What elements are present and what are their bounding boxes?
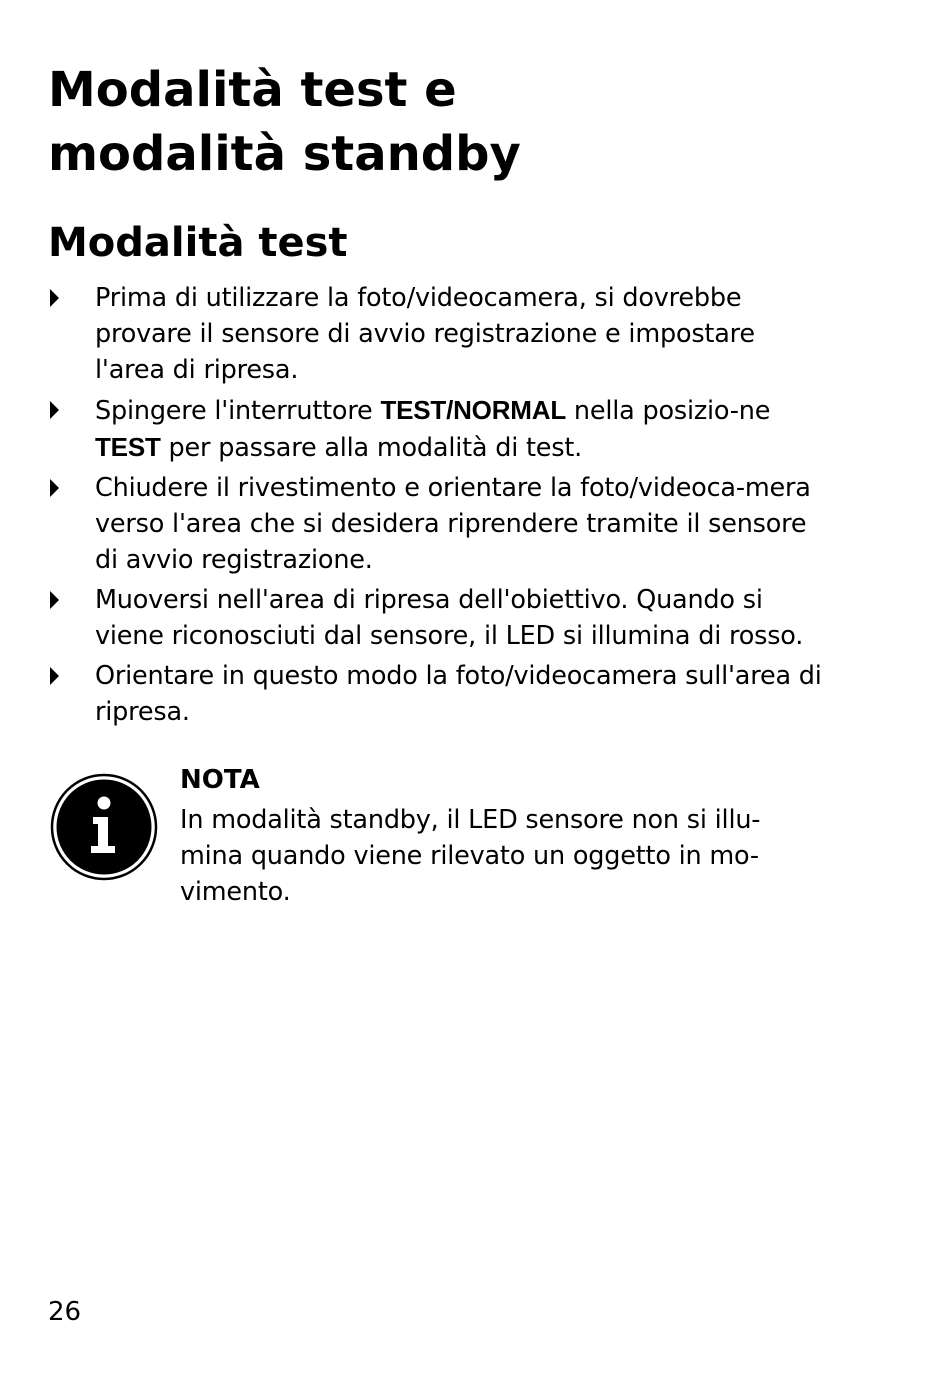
step-text-before: Spingere l'interruttore — [95, 396, 381, 426]
arrow-right-icon — [50, 401, 59, 419]
switch-position-test: TEST — [95, 432, 161, 462]
step-item-2 — [48, 392, 828, 466]
step-text: Muoversi nell'area di ripresa dell'obiettivo. Quando si viene riconosciuti dal sensore, il LED si illumina di rosso. — [95, 585, 804, 651]
step-item-4 — [48, 582, 828, 654]
page-title-line-2: modalità standby — [48, 126, 521, 182]
page-title-line-1: Modalità test e — [48, 62, 457, 118]
step-item-1 — [48, 280, 828, 388]
section-heading: Modalità test — [48, 220, 348, 266]
arrow-right-icon — [50, 289, 59, 307]
step-item-5 — [48, 658, 828, 730]
arrow-right-icon — [50, 479, 59, 497]
step-text: Chiudere il rivestimento e orientare la foto/videoca-mera verso l'area che si desidera riprendere tramite il sensore di avvio registrazione. — [95, 473, 811, 575]
step-text-after: per passare alla modalità di test. — [160, 433, 583, 463]
page-title — [48, 58, 868, 186]
note-text: In modalità standby, il LED sensore non si illu-mina quando viene rilevato un oggetto in mo-vimento. — [180, 805, 761, 907]
step-text: Prima di utilizzare la foto/videocamera, si dovrebbe provare il sensore di avvio registrazione e impostare l'area di ripresa. — [95, 283, 755, 385]
page-number: 26 — [48, 1297, 82, 1327]
arrow-right-icon — [50, 667, 59, 685]
step-text-middle: nella posizio-ne — [566, 396, 771, 426]
steps-list — [48, 280, 828, 734]
info-icon — [50, 773, 158, 881]
step-item-3 — [48, 470, 828, 578]
step-text: Orientare in questo modo la foto/videocamera sull'area di ripresa. — [95, 661, 822, 727]
switch-label-test-normal: TEST/NORMAL — [380, 395, 567, 425]
note-heading: NOTA — [180, 765, 260, 795]
arrow-right-icon — [50, 591, 59, 609]
